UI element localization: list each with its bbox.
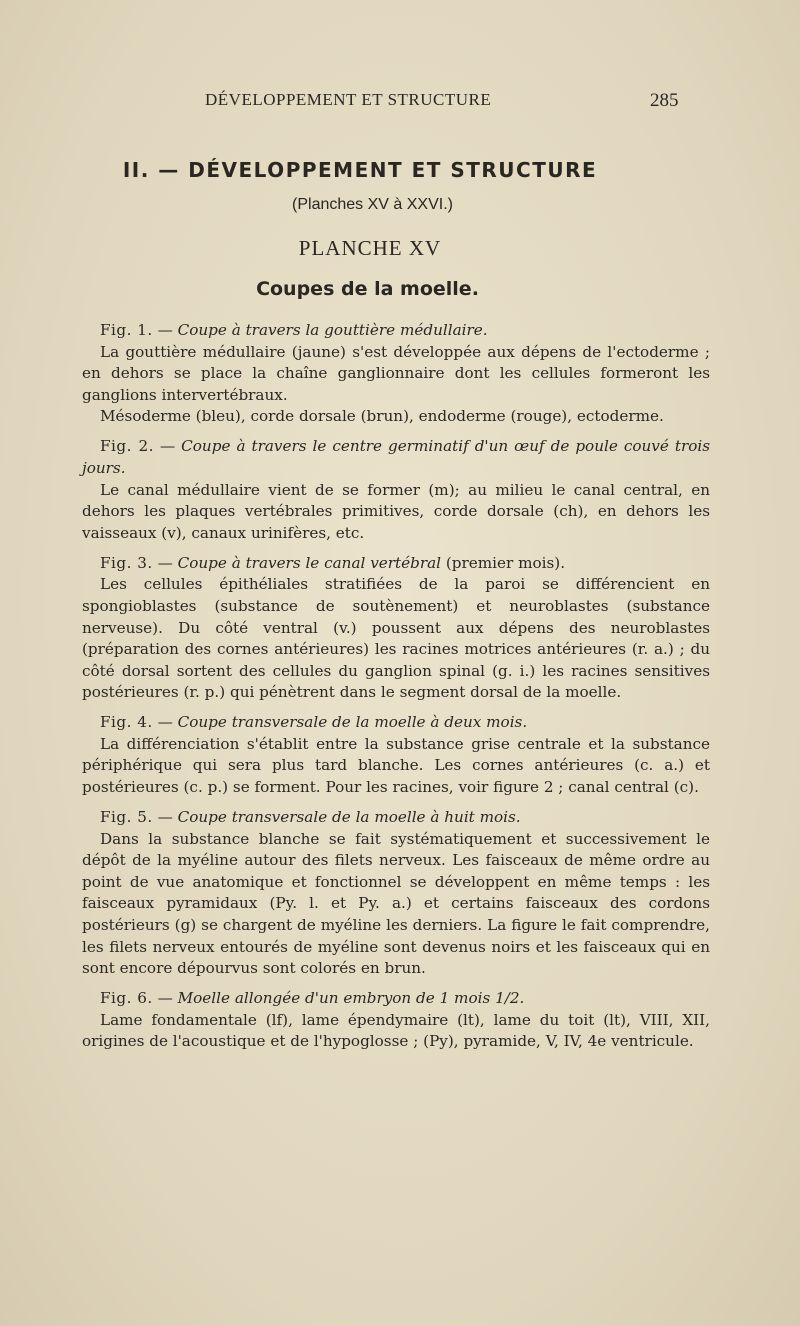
figure-label: Fig. 4. [100,713,153,732]
figure-caption: Coupe à travers le canal vertébral [177,553,442,572]
running-title: DÉVELOPPEMENT ET STRUCTURE [205,90,492,109]
figure-heading: Fig. 6. — Moelle allongée d'un embryon de 1 mois 1/2. [100,989,525,1008]
figure-label: Fig. 1. [100,321,153,339]
figure-caption-suffix: (premier mois). [445,553,566,572]
figure-label: Fig. 5. [100,808,153,827]
figure-entry-4 [82,712,710,798]
figure-caption: Moelle allongée d'un embryon de 1 mois 1/2. [177,989,525,1008]
figure-paragraph: Dans la substance blanche se fait systématiquement et successivement le dépôt de la myéline autour des filets nerveux. Les faisceaux de même ordre au point de vue anatomique et fonctionnel se développent en même temps : les faisceaux pyramidaux (Py. l. et Py. a.) et certains faisceaux des cordons postérieurs (g) se chargent de myéline les derniers. La figure le fait comprendre, les filets nerveux entourés de myéline sont devenus noirs et les faisceaux qui en sont encore dépourvus sont colorés en brun. [82,829,710,978]
figure-label: Fig. 3. [100,553,153,572]
figure-heading: Fig. 2. — Coupe à travers le centre germinatif d'un œuf de poule couvé trois jours. [82,437,711,477]
figure-entry-6 [82,988,710,1053]
section-title-text: II. — DÉVELOPPEMENT ET STRUCTURE [122,158,598,182]
figure-paragraph: Lame fondamentale (lf), lame épendymaire (lt), lame du toit (lt), VIII, XII, origines de l'acoustique et de l'hypoglosse ; (Py), pyramide, V, IV, 4e ventricule. [82,1010,710,1051]
figure-entry-1 [82,320,710,428]
page-number: 285 [650,90,679,111]
figure-heading: Fig. 5. — Coupe transversale de la moelle à huit mois. [100,808,521,827]
plate-subtitle: Coupes de la moelle. [256,278,479,300]
figure-paragraph: Mésoderme (bleu), corde dorsale (brun), endoderme (rouge), ectoderme. [100,407,664,426]
plates-note: (Planches XV à XXVI.) [292,196,453,213]
figure-label: Fig. 6. [100,989,153,1008]
figure-paragraph: Le canal médullaire vient de se former (m); au milieu le canal central, en dehors les plaques vertébrales primitives, corde dorsale (ch), en dehors les vaisseaux (v), canaux urinifères, etc. [82,480,710,542]
figure-label: Fig. 2. [100,437,154,456]
figure-caption: Coupe transversale de la moelle à huit mois. [177,808,521,827]
figure-caption: Coupe transversale de la moelle à deux mois. [177,713,528,732]
figure-heading: Fig. 3. — Coupe à travers le canal vertébral (premier mois). [100,553,566,572]
figure-paragraph: Les cellules épithéliales stratifiées de la paroi se différencient en spongioblastes (substance de soutènement) et neuroblastes (substance nerveuse). Du côté ventral (v.) poussent aux dépens des neuroblastes (préparation des cornes antérieures) les racines motrices antérieures (r. a.) ; du côté dorsal sortent des cellules du ganglion spinal (g. i.) les racines sensitives postérieures (r. p.) qui pénètrent dans le segment dorsal de la moelle. [82,575,710,702]
figure-heading: Fig. 1. — Coupe à travers la gouttière médullaire. [100,321,488,339]
figure-descriptions [82,320,710,1061]
figure-entry-5 [82,807,710,980]
section-title [0,158,745,182]
figure-paragraph: La différenciation s'établit entre la substance grise centrale et la substance périphérique qui sera plus tard blanche. Les cornes antérieures (c. a.) et postérieures (c. p.) se forment. Pour les racines, voir figure 2 ; canal central (c). [82,734,710,797]
figure-entry-2 [82,436,710,544]
figure-paragraph: La gouttière médullaire (jaune) s'est développée aux dépens de l'ectoderme ; en dehors se place la chaîne ganglionnaire dont les cellules formeront les ganglions intervertébraux. [82,342,710,404]
figure-caption: Coupe à travers le centre germinatif d'un œuf de poule couvé trois jours. [82,437,711,477]
figure-heading: Fig. 4. — Coupe transversale de la moelle à deux mois. [100,713,528,732]
figure-caption: Coupe à travers la gouttière médullaire. [177,321,488,339]
plate-title: PLANCHE XV [298,236,442,260]
figure-entry-3 [82,553,710,704]
